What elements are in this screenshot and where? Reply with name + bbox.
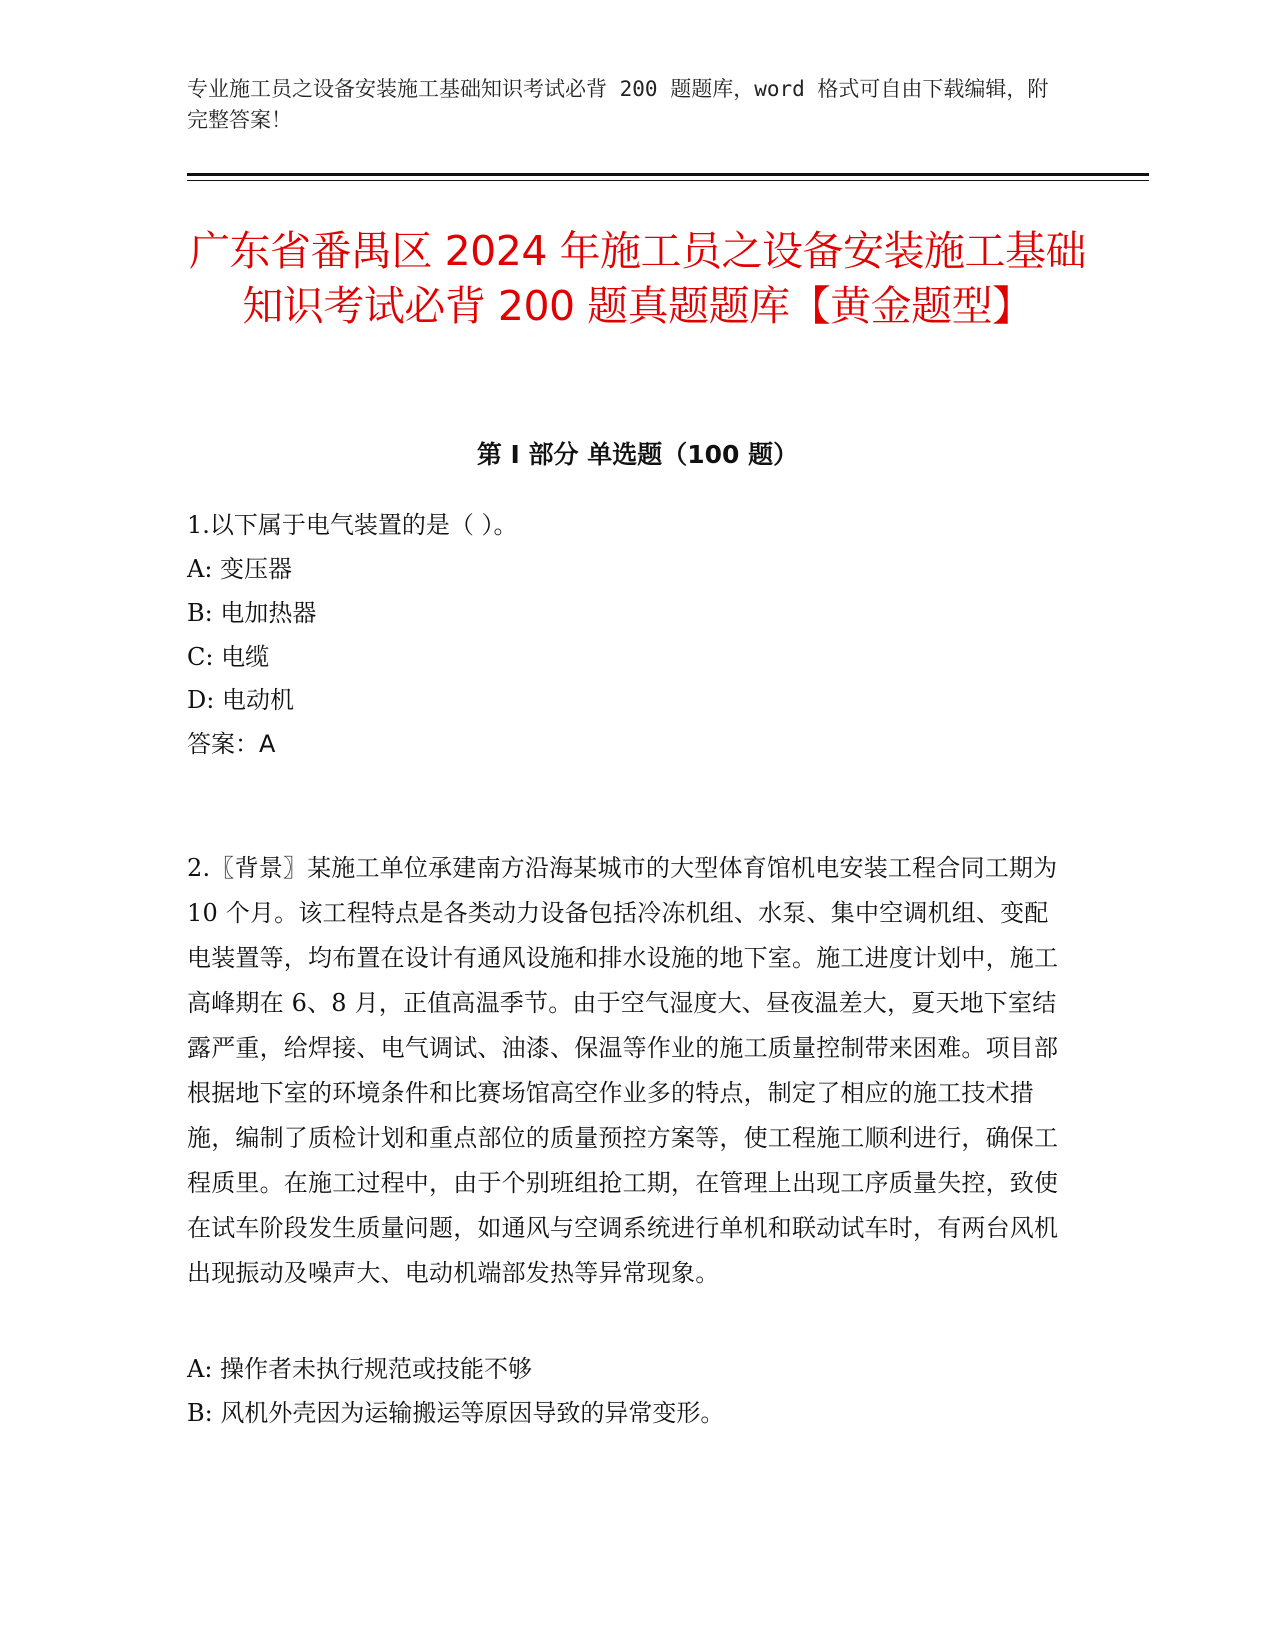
option-d: D: 电动机	[187, 686, 294, 714]
header-rule-thick	[187, 173, 1149, 176]
question-stem: 2.〖背景〗某施工单位承建南方沿海某城市的大型体育馆机电安装工程合同工期为 10 个月。该工程特点是各类动力设备包括冷冻机组、水泵、集中空调机组、变配电装置等，均布置在设计有通风设施和排水设施的地下室。施工进度计划中，施工高峰期在 6、8 月，正值高温季节。由于空气湿度大、昼夜温差大，夏天地下室结露严重，给焊接、电气调试、油漆、保温等作业的施工质量控制带来困难。项目部根据地下室的环境条件和比赛场馆高空作业多的特点，制定了相应的施工技术措施，编制了质检计划和重点部位的质量预控方案等，使工程施工顺利进行，确保工程质里。在施工过程中，由于个别班组抢工期，在管理上出现工序质量失控，致使在试车阶段发生质量问题，如通风与空调系统进行单机和联动试车时，有两台风机出现振动及噪声大、电动机端部发热等异常现象。	[187, 854, 1059, 1287]
answer: 答案：A	[187, 730, 276, 758]
document-title: 广东省番禺区 2024 年施工员之设备安装施工基础知识考试必背 200 题真题题库【黄金题型】	[189, 227, 1086, 330]
option-b: B: 电加热器	[187, 599, 317, 627]
section-heading: 第 I 部分 单选题（100 题）	[476, 440, 799, 469]
header-note: 专业施工员之设备安装施工基础知识考试必背 200 题题库，word 格式可自由下载编辑，附完整答案！	[187, 77, 1049, 132]
option-a: A: 变压器	[187, 555, 293, 583]
question-stem: 1.以下属于电气装置的是（ ）。	[187, 511, 518, 539]
header-rule-thin	[187, 180, 1149, 181]
option-b: B: 风机外壳因为运输搬运等原因导致的异常变形。	[187, 1399, 725, 1427]
option-a: A: 操作者未执行规范或技能不够	[187, 1355, 533, 1383]
option-c: C: 电缆	[187, 643, 270, 671]
